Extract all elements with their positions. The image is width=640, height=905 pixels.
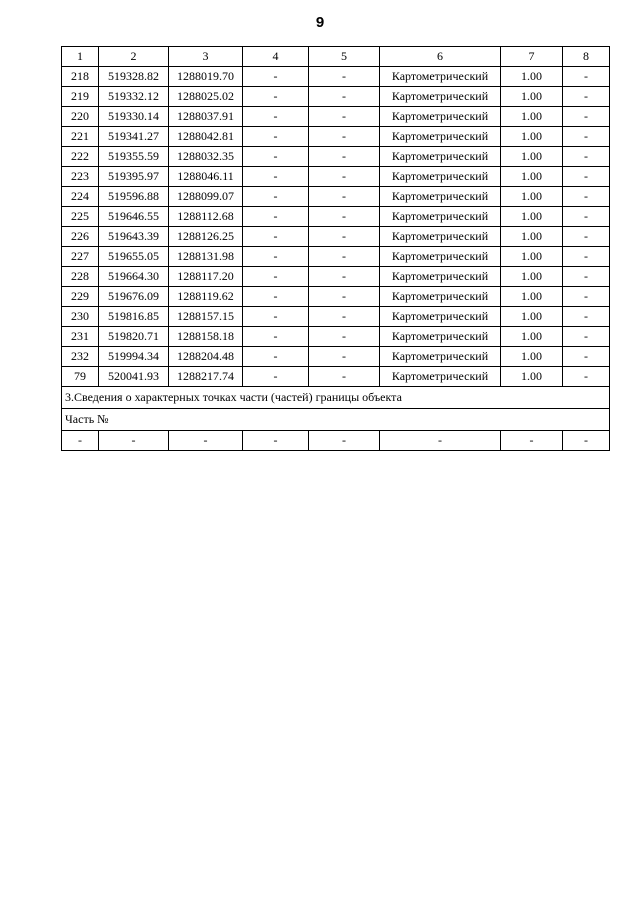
table-cell-col-5: - <box>309 431 380 451</box>
table-body <box>62 47 610 451</box>
table-cell-col-2: 519341.27 <box>99 127 169 147</box>
table-cell-col-2: 519646.55 <box>99 207 169 227</box>
table-cell-col-7: 1.00 <box>501 327 563 347</box>
table-cell-col-6: Картометрический <box>380 107 501 127</box>
table-cell-col-6: Картометрический <box>380 127 501 147</box>
table-cell-col-3: 1288131.98 <box>169 247 243 267</box>
table-cell-col-6: Картометрический <box>380 87 501 107</box>
table-cell-col-7: 1.00 <box>501 167 563 187</box>
table-cell-col-8: - <box>563 147 610 167</box>
table-cell-col-4: - <box>243 127 309 147</box>
table-cell-col-5: - <box>309 247 380 267</box>
table-cell-col-3: 1288157.15 <box>169 307 243 327</box>
table-cell-col-2: 519820.71 <box>99 327 169 347</box>
table-cell-col-3: 1288046.11 <box>169 167 243 187</box>
table-cell-col-3: 1288204.48 <box>169 347 243 367</box>
table-cell-col-4: - <box>243 227 309 247</box>
table-cell-col-6: Картометрический <box>380 267 501 287</box>
table-row <box>62 327 610 347</box>
table-cell-col-1: 232 <box>62 347 99 367</box>
table-cell-col-3: 1288037.91 <box>169 107 243 127</box>
table-cell-col-5: - <box>309 127 380 147</box>
table-cell-col-6: - <box>380 431 501 451</box>
table-cell-col-8: - <box>563 67 610 87</box>
table-cell-col-8: - <box>563 167 610 187</box>
table-cell-col-8: - <box>563 287 610 307</box>
table-cell-col-4: - <box>243 267 309 287</box>
table-cell-col-1: 218 <box>62 67 99 87</box>
boundary-points-table <box>61 46 610 451</box>
table-cell-col-3: 1288119.62 <box>169 287 243 307</box>
table-header-row <box>62 47 610 67</box>
table-row <box>62 227 610 247</box>
table-cell-col-4: - <box>243 67 309 87</box>
table-cell-col-5: - <box>309 167 380 187</box>
table-cell-col-3: 1288217.74 <box>169 367 243 387</box>
table-cell-col-1: 230 <box>62 307 99 327</box>
table-cell-col-8: - <box>563 431 610 451</box>
table-cell-col-7: 1.00 <box>501 267 563 287</box>
table-row <box>62 307 610 327</box>
table-cell-col-1: 219 <box>62 87 99 107</box>
table-cell-col-7: 1.00 <box>501 307 563 327</box>
table-cell-col-2: 519395.97 <box>99 167 169 187</box>
table-cell-col-6: Картометрический <box>380 307 501 327</box>
table-cell-col-1: 220 <box>62 107 99 127</box>
table-cell-col-4: - <box>243 207 309 227</box>
table-cell-col-6: Картометрический <box>380 207 501 227</box>
table-row <box>62 347 610 367</box>
table-cell-col-8: - <box>563 307 610 327</box>
table-cell-col-4: - <box>243 107 309 127</box>
table-cell-col-2: 519332.12 <box>99 87 169 107</box>
table-row <box>62 67 610 87</box>
table-row <box>62 367 610 387</box>
table-cell-col-6: 6 <box>380 47 501 67</box>
table-cell-col-8: - <box>563 247 610 267</box>
table-cell-col-5: - <box>309 287 380 307</box>
table-cell-col-2: 519355.59 <box>99 147 169 167</box>
table-row <box>62 87 610 107</box>
table-cell-col-5: - <box>309 107 380 127</box>
table-row <box>62 167 610 187</box>
empty-data-row <box>62 431 610 451</box>
table-cell-col-7: 1.00 <box>501 127 563 147</box>
table-cell-col-7: 1.00 <box>501 207 563 227</box>
table-cell-col-1: 225 <box>62 207 99 227</box>
table-cell-col-3: 1288032.35 <box>169 147 243 167</box>
table-cell-col-8: 8 <box>563 47 610 67</box>
table-cell-col-7: 1.00 <box>501 367 563 387</box>
table-cell-col-4: 4 <box>243 47 309 67</box>
table-cell-col-7: 1.00 <box>501 187 563 207</box>
table-cell-col-1: 79 <box>62 367 99 387</box>
table-cell-col-7: 1.00 <box>501 247 563 267</box>
table-cell-col-4: - <box>243 247 309 267</box>
table-cell-col-5: - <box>309 267 380 287</box>
table-row <box>62 187 610 207</box>
table-cell-col-4: - <box>243 287 309 307</box>
table-cell-col-7: 7 <box>501 47 563 67</box>
table-cell-col-3: 1288099.07 <box>169 187 243 207</box>
table-cell-col-3: 1288126.25 <box>169 227 243 247</box>
table-cell-col-4: - <box>243 307 309 327</box>
table-cell-col-6: Картометрический <box>380 227 501 247</box>
table-cell-col-7: 1.00 <box>501 287 563 307</box>
table-cell-col-8: - <box>563 347 610 367</box>
table-cell-col-7: 1.00 <box>501 147 563 167</box>
table-cell-col-1: 226 <box>62 227 99 247</box>
table-cell-col-1: 221 <box>62 127 99 147</box>
table-cell-col-6: Картометрический <box>380 247 501 267</box>
table-cell-col-8: - <box>563 267 610 287</box>
table-cell-col-8: - <box>563 227 610 247</box>
table-cell-col-3: 3 <box>169 47 243 67</box>
table-cell-col-1: 222 <box>62 147 99 167</box>
part-label: Часть № <box>62 409 610 431</box>
section-title-row <box>62 387 610 409</box>
table-cell-col-1: 223 <box>62 167 99 187</box>
table-cell-col-5: - <box>309 307 380 327</box>
table-cell-col-7: - <box>501 431 563 451</box>
table-cell-col-6: Картометрический <box>380 327 501 347</box>
table-row <box>62 127 610 147</box>
table-cell-col-5: - <box>309 347 380 367</box>
table-cell-col-3: 1288112.68 <box>169 207 243 227</box>
table-row <box>62 287 610 307</box>
table-cell-col-5: - <box>309 147 380 167</box>
table-cell-col-5: - <box>309 207 380 227</box>
table-row <box>62 267 610 287</box>
table-cell-col-4: - <box>243 367 309 387</box>
table-cell-col-1: 1 <box>62 47 99 67</box>
table-cell-col-7: 1.00 <box>501 227 563 247</box>
table-cell-col-6: Картометрический <box>380 167 501 187</box>
table-cell-col-2: 519655.05 <box>99 247 169 267</box>
table-cell-col-8: - <box>563 327 610 347</box>
table-cell-col-8: - <box>563 187 610 207</box>
table-cell-col-5: - <box>309 367 380 387</box>
table-cell-col-5: - <box>309 227 380 247</box>
table-cell-col-1: 224 <box>62 187 99 207</box>
section-title: 3.Сведения о характерных точках части (частей) границы объекта <box>62 387 610 409</box>
table-cell-col-2: 519596.88 <box>99 187 169 207</box>
table-cell-col-4: - <box>243 167 309 187</box>
table-cell-col-8: - <box>563 87 610 107</box>
table-cell-col-3: 1288042.81 <box>169 127 243 147</box>
table-cell-col-1: 227 <box>62 247 99 267</box>
table-row <box>62 247 610 267</box>
table-cell-col-6: Картометрический <box>380 287 501 307</box>
table-cell-col-2: 519994.34 <box>99 347 169 367</box>
table-cell-col-1: - <box>62 431 99 451</box>
table-cell-col-3: - <box>169 431 243 451</box>
table-cell-col-2: 520041.93 <box>99 367 169 387</box>
table-cell-col-8: - <box>563 367 610 387</box>
table-cell-col-7: 1.00 <box>501 107 563 127</box>
table-cell-col-4: - <box>243 147 309 167</box>
part-label-row <box>62 409 610 431</box>
table-cell-col-2: 519643.39 <box>99 227 169 247</box>
table-cell-col-3: 1288158.18 <box>169 327 243 347</box>
table-cell-col-3: 1288019.70 <box>169 67 243 87</box>
table-cell-col-1: 229 <box>62 287 99 307</box>
table-row <box>62 147 610 167</box>
table-cell-col-2: 2 <box>99 47 169 67</box>
table-cell-col-4: - <box>243 347 309 367</box>
table-cell-col-2: 519328.82 <box>99 67 169 87</box>
table-row <box>62 107 610 127</box>
table-cell-col-7: 1.00 <box>501 347 563 367</box>
table-cell-col-2: 519664.30 <box>99 267 169 287</box>
table-cell-col-8: - <box>563 207 610 227</box>
table-cell-col-1: 228 <box>62 267 99 287</box>
table-cell-col-2: 519330.14 <box>99 107 169 127</box>
table-cell-col-3: 1288117.20 <box>169 267 243 287</box>
table-row <box>62 207 610 227</box>
table-cell-col-6: Картометрический <box>380 147 501 167</box>
table-cell-col-6: Картометрический <box>380 347 501 367</box>
table-cell-col-1: 231 <box>62 327 99 347</box>
table-cell-col-5: - <box>309 187 380 207</box>
table-cell-col-4: - <box>243 87 309 107</box>
table-cell-col-2: 519676.09 <box>99 287 169 307</box>
table-cell-col-4: - <box>243 327 309 347</box>
table-cell-col-8: - <box>563 107 610 127</box>
table-cell-col-5: - <box>309 67 380 87</box>
table-cell-col-5: 5 <box>309 47 380 67</box>
table-cell-col-5: - <box>309 327 380 347</box>
table-cell-col-7: 1.00 <box>501 87 563 107</box>
table-cell-col-6: Картометрический <box>380 367 501 387</box>
table-cell-col-6: Картометрический <box>380 187 501 207</box>
table-cell-col-3: 1288025.02 <box>169 87 243 107</box>
table-cell-col-2: - <box>99 431 169 451</box>
table-cell-col-8: - <box>563 127 610 147</box>
table-cell-col-2: 519816.85 <box>99 307 169 327</box>
page-number: 9 <box>315 14 325 31</box>
table-cell-col-4: - <box>243 431 309 451</box>
table-cell-col-6: Картометрический <box>380 67 501 87</box>
table-cell-col-7: 1.00 <box>501 67 563 87</box>
table-cell-col-5: - <box>309 87 380 107</box>
table-cell-col-4: - <box>243 187 309 207</box>
